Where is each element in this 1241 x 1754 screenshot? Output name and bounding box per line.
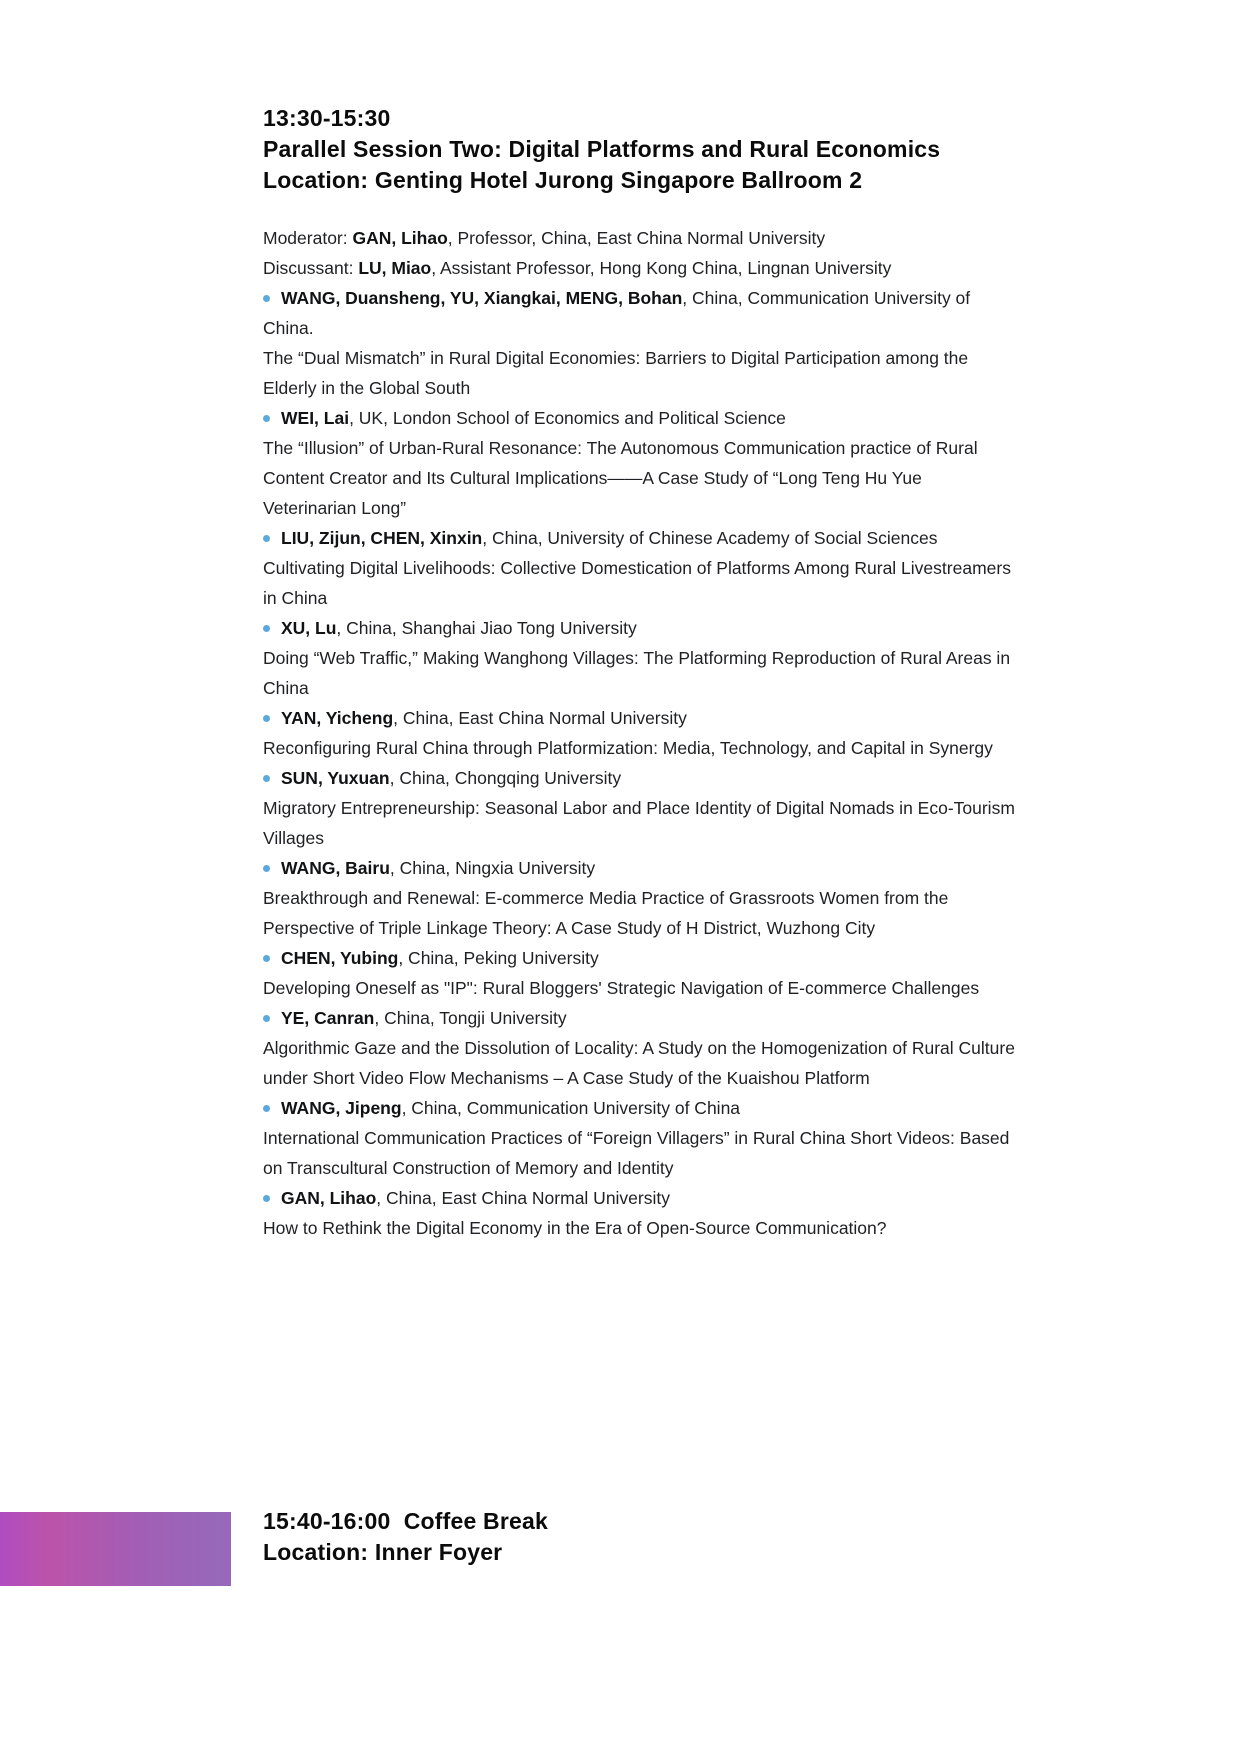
bullet-icon <box>263 535 270 542</box>
presentation-list <box>263 283 1015 1243</box>
author-names: WANG, Duansheng, YU, Xiangkai, MENG, Bohan <box>281 288 683 308</box>
session-title: Parallel Session Two: Digital Platforms and Rural Economics <box>263 136 941 162</box>
discussant-detail: , Assistant Professor, Hong Kong China, Lingnan University <box>431 258 892 278</box>
author-names: XU, Lu <box>281 618 337 638</box>
session-time: 13:30-15:30 <box>263 105 391 131</box>
paper-title: Breakthrough and Renewal: E-commerce Media Practice of Grassroots Women from the Perspective of Triple Linkage Theory: A Case Study of H District, Wuzhong City <box>263 888 949 938</box>
author-line <box>263 523 1015 553</box>
bullet-icon <box>263 1195 270 1202</box>
presentation-item <box>263 853 1015 943</box>
author-affiliation: , China, Shanghai Jiao Tong University <box>336 618 637 638</box>
moderator-name: GAN, Lihao <box>352 228 448 248</box>
coffee-break-section <box>263 1506 548 1568</box>
paper-title: Migratory Entrepreneurship: Seasonal Labor and Place Identity of Digital Nomads in Eco-Tourism Villages <box>263 798 1015 848</box>
coffee-break-location: Location: Inner Foyer <box>263 1539 503 1565</box>
author-names: CHEN, Yubing <box>281 948 399 968</box>
bullet-icon <box>263 865 270 872</box>
author-names: YAN, Yicheng <box>281 708 394 728</box>
author-affiliation: , China, East China Normal University <box>376 1188 670 1208</box>
moderator-detail: , Professor, China, East China Normal University <box>447 228 826 248</box>
session-location: Location: Genting Hotel Jurong Singapore Ballroom 2 <box>263 167 863 193</box>
discussant-name: LU, Miao <box>358 258 432 278</box>
author-line <box>263 853 1015 883</box>
bullet-icon <box>263 295 270 302</box>
author-line <box>263 283 1015 343</box>
bullet-icon <box>263 625 270 632</box>
author-line <box>263 703 1015 733</box>
author-names: WANG, Bairu <box>281 858 390 878</box>
author-affiliation: , China, Tongji University <box>374 1008 567 1028</box>
moderator-line <box>263 223 1015 253</box>
presentation-item <box>263 613 1015 703</box>
presentation-item <box>263 943 1015 1003</box>
paper-title: International Communication Practices of “Foreign Villagers” in Rural China Short Videos: Based on Transcultural Construction of Memory and Identity <box>263 1128 1010 1178</box>
presentation-item <box>263 1093 1015 1183</box>
decorative-gradient-bar <box>0 1512 231 1586</box>
author-names: WANG, Jipeng <box>281 1098 402 1118</box>
presentation-item <box>263 1183 1015 1243</box>
author-line <box>263 1093 1015 1123</box>
presentation-item <box>263 763 1015 853</box>
author-names: LIU, Zijun, CHEN, Xinxin <box>281 528 483 548</box>
paper-title: Reconfiguring Rural China through Platformization: Media, Technology, and Capital in Synergy <box>263 738 993 758</box>
author-names: YE, Canran <box>281 1008 375 1028</box>
session-program <box>263 223 1015 1243</box>
author-affiliation: , China, East China Normal University <box>393 708 687 728</box>
paper-title: Doing “Web Traffic,” Making Wanghong Villages: The Platforming Reproduction of Rural Areas in China <box>263 648 1011 698</box>
presentation-item <box>263 523 1015 613</box>
author-names: SUN, Yuxuan <box>281 768 390 788</box>
bullet-icon <box>263 715 270 722</box>
bullet-icon <box>263 415 270 422</box>
discussant-label: Discussant: <box>263 258 359 278</box>
author-names: GAN, Lihao <box>281 1188 377 1208</box>
author-affiliation: , China, Communication University of China. <box>263 288 971 338</box>
paper-title: Algorithmic Gaze and the Dissolution of Locality: A Study on the Homogenization of Rural Culture under Short Video Flow Mechanisms – A Case Study of the Kuaishou Platform <box>263 1038 1015 1088</box>
author-line <box>263 403 1015 433</box>
author-affiliation: , China, Chongqing University <box>389 768 622 788</box>
author-affiliation: , China, Ningxia University <box>389 858 596 878</box>
presentation-item <box>263 403 1015 523</box>
session-header <box>263 103 1015 196</box>
paper-title: The “Dual Mismatch” in Rural Digital Economies: Barriers to Digital Participation among the Elderly in the Global South <box>263 348 969 398</box>
author-affiliation: , UK, London School of Economics and Political Science <box>349 408 786 428</box>
presentation-item <box>263 283 1015 403</box>
paper-title: The “Illusion” of Urban-Rural Resonance: The Autonomous Communication practice of Rural Content Creator and Its Cultural Implications——A Case Study of “Long Teng Hu Yue Veterinarian Long” <box>263 438 978 518</box>
paper-title: Cultivating Digital Livelihoods: Collective Domestication of Platforms Among Rural Livestreamers in China <box>263 558 1011 608</box>
bullet-icon <box>263 1105 270 1112</box>
bullet-icon <box>263 1015 270 1022</box>
author-line <box>263 763 1015 793</box>
bullet-icon <box>263 775 270 782</box>
discussant-line <box>263 253 1015 283</box>
coffee-break-title: 15:40-16:00 Coffee Break <box>263 1508 548 1534</box>
author-line <box>263 1003 1015 1033</box>
author-affiliation: , China, University of Chinese Academy of Social Sciences <box>482 528 938 548</box>
paper-title: How to Rethink the Digital Economy in the Era of Open-Source Communication? <box>263 1218 887 1238</box>
author-names: WEI, Lai <box>281 408 350 428</box>
moderator-label: Moderator: <box>263 228 353 248</box>
page-content <box>263 103 1015 1243</box>
author-affiliation: , China, Peking University <box>398 948 599 968</box>
presentation-item <box>263 1003 1015 1093</box>
presentation-item <box>263 703 1015 763</box>
bullet-icon <box>263 955 270 962</box>
author-line <box>263 1183 1015 1213</box>
paper-title: Developing Oneself as "IP": Rural Bloggers' Strategic Navigation of E-commerce Challenges <box>263 978 980 998</box>
author-affiliation: , China, Communication University of China <box>401 1098 741 1118</box>
author-line <box>263 943 1015 973</box>
author-line <box>263 613 1015 643</box>
